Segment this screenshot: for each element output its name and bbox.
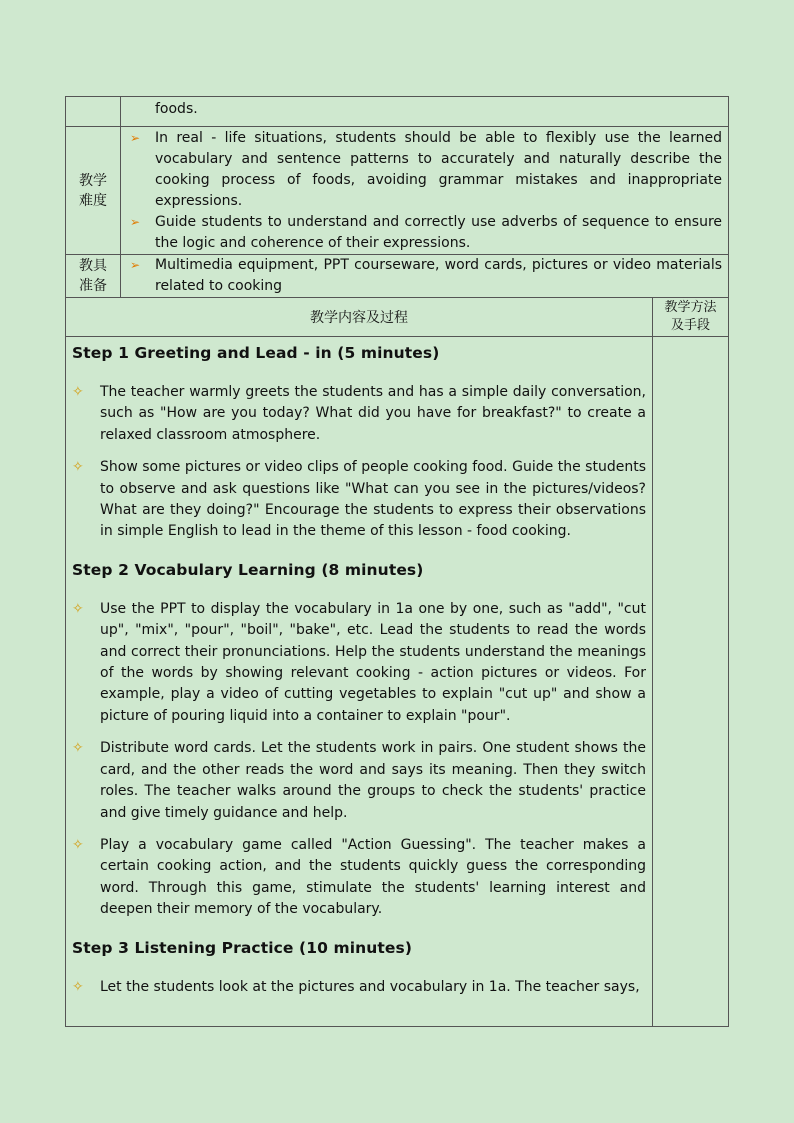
star-bullet-icon: ✧ <box>72 384 84 400</box>
continuation-text: foods. <box>155 101 198 117</box>
lesson-plan <box>65 96 728 1027</box>
star-bullet-icon: ✧ <box>72 459 84 476</box>
process-header-main: 教学内容及过程 <box>66 298 653 337</box>
star-bullet-icon: ✧ <box>72 600 84 617</box>
arrow-bullet-icon: ➢ <box>130 258 141 272</box>
arrow-bullet-icon: ➢ <box>130 131 141 145</box>
step-1-title: Step 1 Greeting and Lead - in (5 minutes) <box>72 344 440 362</box>
step-2-title: Step 2 Vocabulary Learning (8 minutes) <box>72 560 424 579</box>
foods-continuation-row <box>66 97 729 127</box>
process-header-row <box>66 298 729 337</box>
step-1-list <box>72 382 646 543</box>
list-item: ✧ Use the PPT to display the vocabulary in 1a one by one, such as "add", "cut up", "mix", "pour", "boil", "bake", etc. Lead the students to read the words and correct their pronunciations. Help the students understand the meanings of the words by showing relevant cooking - action pictures or videos. For example, play a video of cutting vegetables to explain "cut up" and show a picture of pouring liquid into a container to explain "pour". <box>72 600 646 724</box>
materials-label-line2: 准备 <box>79 278 107 294</box>
materials-label <box>66 255 121 298</box>
star-bullet-icon: ✧ <box>72 978 84 995</box>
materials-row <box>66 255 729 298</box>
materials-list <box>121 255 728 297</box>
empty-label-cell <box>66 97 121 127</box>
list-item: ✧ Let the students look at the pictures and vocabulary in 1a. The teacher says, <box>72 977 646 998</box>
difficulty-label-line1: 教学 <box>79 172 107 189</box>
star-bullet-icon: ✧ <box>72 740 84 757</box>
method-cell <box>653 337 729 1027</box>
method-header-line1: 教学方法 <box>664 300 717 315</box>
step-2-list <box>72 599 646 921</box>
arrow-bullet-icon: ➢ <box>130 215 141 229</box>
list-item: ✧ Play a vocabulary game called "Action Guessing". The teacher makes a certain cooking action, and the students quickly guess the corresponding word. Through this game, stimulate the students' learning interest and deepen their memory of the vocabulary. <box>72 836 646 918</box>
process-content <box>66 337 653 1027</box>
materials-content <box>121 255 729 298</box>
difficulty-content <box>121 127 729 255</box>
step-3-list <box>72 977 646 998</box>
materials-label-line1: 教具 <box>79 258 107 274</box>
list-item: ✧ The teacher warmly greets the students and has a simple daily conversation, such as "How are you today? What did you have for breakfast?" to create a relaxed classroom atmosphere. <box>72 384 646 443</box>
continuation-cell <box>121 97 729 127</box>
step-3-title: Step 3 Listening Practice (10 minutes) <box>72 938 413 957</box>
process-content-row <box>66 337 729 1027</box>
list-item: ✧ Show some pictures or video clips of people cooking food. Guide the students to observe and ask questions like "What can you see in the pictures/videos? What are they doing?" Encourage the students to express their observations in simple English to lead in the theme of this lesson - food cooking. <box>72 459 646 540</box>
difficulty-label <box>66 127 121 255</box>
list-item: ✧ Distribute word cards. Let the students work in pairs. One student shows the card, and the other reads the word and says its meaning. Then they switch roles. The teacher walks around the groups to check the students' practice and give timely guidance and help. <box>72 740 646 821</box>
difficulty-list <box>121 128 728 254</box>
difficulty-label-line2: 难度 <box>79 192 107 209</box>
list-item: ➢ Multimedia equipment, PPT courseware, word cards, pictures or video materials related to cooking <box>130 257 723 294</box>
lesson-plan-table <box>65 96 729 1027</box>
process-header-side <box>653 298 729 337</box>
list-item: ➢ In real - life situations, students should be able to flexibly use the learned vocabulary and sentence patterns to accurately and naturally describe the cooking process of foods, avoiding grammar mistakes and inappropriate expressions. <box>130 130 723 209</box>
list-item: ➢ Guide students to understand and correctly use adverbs of sequence to ensure the logic and coherence of their expressions. <box>130 214 723 251</box>
difficulty-row <box>66 127 729 255</box>
star-bullet-icon: ✧ <box>72 836 84 853</box>
method-header-line2: 及手段 <box>671 318 711 333</box>
